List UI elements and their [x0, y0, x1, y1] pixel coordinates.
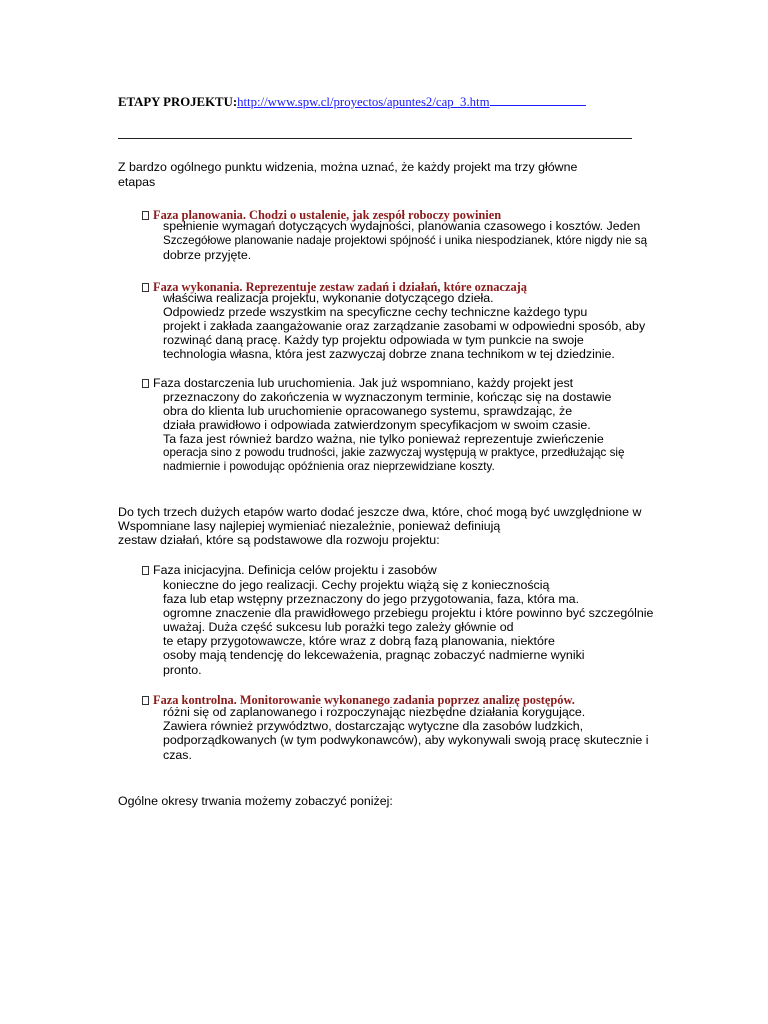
phase-execution-line: rozwinąć daną pracę. Każdy typ projektu odpowiada w tym punkcie na swoje [163, 333, 584, 347]
closing-line: Ogólne okresy trwania możemy zobaczyć poniżej: [118, 794, 393, 808]
checkbox-icon [142, 696, 149, 705]
phase-execution-line: technologia własna, która jest zazwyczaj dobrze znana technikom w tej dziedzinie. [163, 347, 615, 361]
phase-control-title: Faza kontrolna. Monitorowanie wykonanego zadania poprzez analizę postępów. [153, 693, 575, 707]
phase-delivery-title: Faza dostarczenia lub uruchomienia. Jak już wspomniano, każdy projekt jest [153, 376, 574, 390]
phase-control-line: Zawiera również przywództwo, dostarczając wytyczne dla zasobów ludzkich, [163, 719, 584, 733]
intro-line-2: etapas [118, 175, 156, 189]
phase-planning-line: Szczegółowe planowanie nadaje projektowi spójność i unika niespodzianek, które nigdy nie są [163, 234, 648, 247]
horizontal-rule [118, 138, 632, 139]
phase-execution-title: Faza wykonania. Reprezentuje zestaw zadań i działań, które oznaczają [153, 280, 527, 294]
phase-delivery-line: obra do klienta lub uruchomienie opracowanego systemu, sprawdzając, że [163, 404, 573, 418]
phase-control-line: różni się od zaplanowanego i rozpoczynając niezbędne działania korygujące. [163, 705, 586, 719]
phase-planning-line: dobrze przyjęte. [163, 248, 252, 262]
checkbox-icon [142, 211, 149, 220]
phase-delivery-heading [142, 376, 573, 390]
phase-delivery-line: Ta faza jest również bardzo ważna, nie tylko ponieważ reprezentuje zwieńczenie [163, 432, 604, 446]
phase-planning-title: Faza planowania. Chodzi o ustalenie, jak zespół roboczy powinien [153, 208, 502, 222]
phase-initiation-heading [142, 563, 437, 577]
phase-delivery-line: operacja sino z powodu trudności, jakie zazwyczaj występują w praktyce, przedłużając się [163, 446, 625, 459]
page-title [118, 95, 586, 110]
phase-initiation-line: te etapy przygotowawcze, które wraz z dobrą fazą planowania, niektóre [163, 634, 555, 648]
phase-initiation-line: konieczne do jego realizacji. Cechy projektu wiążą się z koniecznością [163, 578, 550, 592]
source-link[interactable]: http://www.spw.cl/proyectos/apuntes2/cap_3.htm [237, 95, 490, 109]
link-underline-tail [490, 95, 586, 106]
phase-initiation-line: osoby mają tendencję do lekceważenia, pragnąc zobaczyć nadmierne wyniki [163, 648, 585, 662]
checkbox-icon [142, 566, 149, 575]
checkbox-icon [142, 283, 149, 292]
intro-line-1: Z bardzo ogólnego punktu widzenia, można uznać, że każdy projekt ma trzy główne [118, 160, 578, 174]
paragraph-line: Do tych trzech dużych etapów warto dodać jeszcze dwa, które, choć mogą być uwzględnione w [118, 505, 642, 519]
phase-control-line: podporządkowanych (w tym podwykonawców), aby wykonywali swoją pracę skutecznie i [163, 733, 649, 747]
phase-planning-line: spełnienie wymagań dotyczących wydajności, planowania czasowego i kosztów. Jeden [163, 219, 641, 233]
phase-delivery-line: przeznaczony do zakończenia w wyznaczonym terminie, kończąc się na dostawie [163, 390, 612, 404]
phase-control-line: czas. [163, 748, 192, 762]
phase-initiation-line: faza lub etap wstępny przeznaczony do jego przygotowania, faza, która ma. [163, 592, 580, 606]
phase-delivery-line: nadmiernie i powodując opóźnienia oraz nieprzewidziane koszty. [163, 460, 495, 473]
phase-execution-line: Odpowiedz przede wszystkim na specyficzne cechy techniczne każdego typu [163, 305, 588, 319]
checkbox-icon [142, 379, 149, 388]
phase-execution-line: właściwa realizacja projektu, wykonanie dotyczącego dzieła. [163, 291, 494, 305]
phase-initiation-line: ogromne znaczenie dla prawidłowego przebiegu projektu i które powinno być szczególnie [163, 606, 654, 620]
title-label: ETAPY PROJEKTU: [118, 95, 238, 109]
phase-initiation-line: pronto. [163, 663, 202, 677]
paragraph-line: zestaw działań, które są podstawowe dla rozwoju projektu: [118, 533, 440, 547]
phase-initiation-line: uważaj. Duża część sukcesu lub porażki tego zależy głównie od [163, 620, 514, 634]
phase-initiation-title: Faza inicjacyjna. Definicja celów projektu i zasobów [153, 563, 437, 577]
phase-delivery-line: działa prawidłowo i odpowiada zatwierdzonym specyfikacjom w swoim czasie. [163, 418, 591, 432]
phase-execution-line: projekt i zakłada zaangażowanie oraz zarządzanie zasobami w odpowiedni sposób, aby [163, 319, 646, 333]
paragraph-line: Wspomniane lasy najlepiej wymieniać niezależnie, ponieważ definiują [118, 519, 501, 533]
